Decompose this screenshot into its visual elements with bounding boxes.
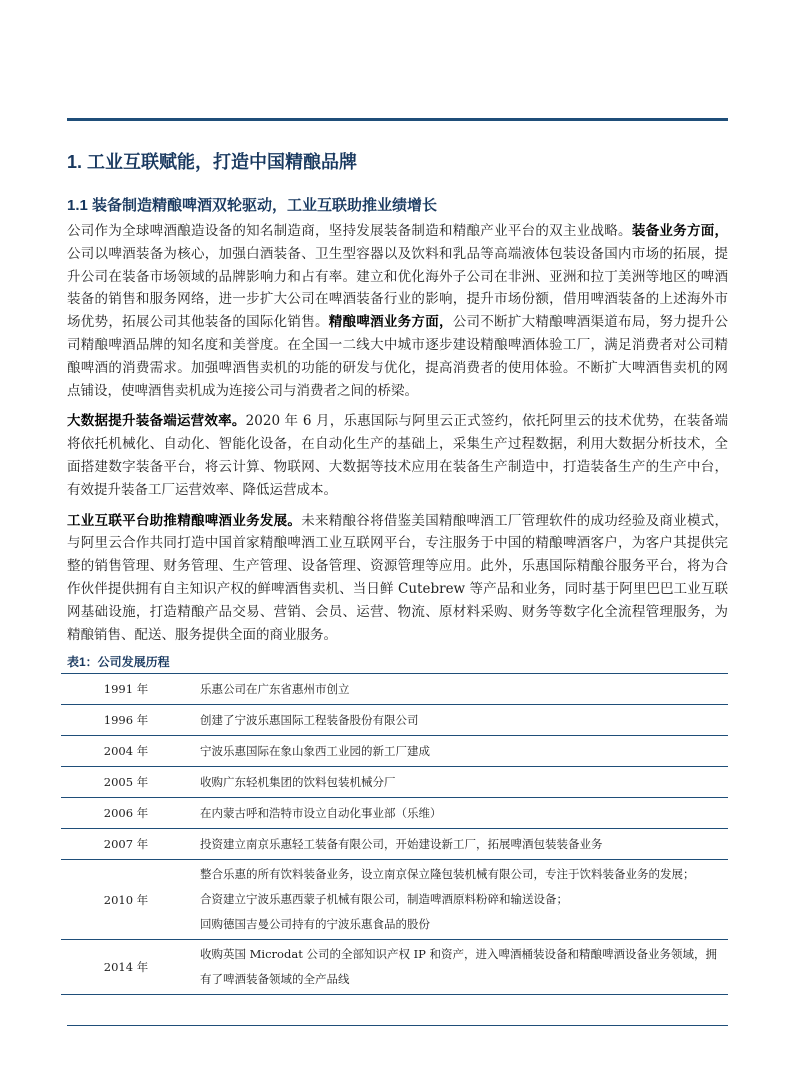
paragraph-bold-lead: 工业互联平台助推精酿啤酒业务发展。 (67, 512, 302, 529)
table-row (61, 860, 728, 940)
paragraph-business-strategy (67, 220, 728, 402)
year-cell: 2005 年 (103, 775, 149, 790)
paragraph-text: 未来精酿谷将借鉴美国精酿啤酒工厂管理软件的成功经验及商业模式，与阿里云合作共同打造中国首家精酿啤酒工业互联网平台，专注服务于中国的精酿啤酒客户，为客户其提供完整的销售管理、财务管理、生产管理、设备管理、资源管理等应用。此外，乐惠国际精酿谷服务平台，将为合作伙伴提供拥有自主知识产权的鲜啤酒售卖机、当日鲜 Cutebrew 等产品和业务，同时基于阿里巴巴工业互联网基础设施，打造精酿产品交易、营销、会员、运营、物流、原材料采购、财务等数字化全流程管理服务，为精酿销售、配送、服务提供全面的商业服务。 (67, 512, 729, 643)
table-row (61, 798, 728, 829)
event-cell (191, 768, 728, 797)
event-cell (191, 860, 728, 939)
event-line: 乐惠公司在广东省惠州市创立 (200, 681, 350, 696)
section-title: 1. 工业互联赋能，打造中国精酿品牌 (67, 152, 358, 172)
page-content (67, 150, 728, 995)
paragraph-big-data (67, 410, 728, 501)
event-line: 回购德国吉曼公司持有的宁波乐惠食品的股份 (200, 917, 430, 932)
event-line: 投资建立南京乐惠轻工装备有限公司，开始建设新工厂，拓展啤酒包装装备业务 (200, 836, 603, 851)
event-cell (191, 675, 728, 704)
year-cell: 2004 年 (103, 744, 149, 759)
year-cell: 2014 年 (103, 960, 149, 975)
table-row (61, 940, 728, 995)
paragraph-text: 2020 年 6 月，乐惠国际与阿里云正式签约，依托阿里云的技术优势，在装备端将依托机械化、自动化、智能化设备，在自动化生产的基础上，采集生产过程数据，利用大数据分析技术，全面搭建数字装备平台，将云计算、物联网、大数据等技术应用在装备生产制造中，打造装备生产的生产中台，有效提升装备工厂运营效率、降低运营成本。 (67, 413, 729, 498)
event-line: 合资建立宁波乐惠西蒙子机械有限公司，制造啤酒原料粉碎和输送设备； (200, 892, 568, 907)
paragraph-text: 公司以啤酒装备为核心，加强白酒装备、卫生型容器以及饮料和乳品等高端液体包装设备国内市场的拓展，提升公司在装备市场领域的品牌影响力和占有率。建立和优化海外子公司在非洲、亚洲和拉丁美洲等地区的啤酒装备的销售和服务网络，进一步扩大公司在啤酒装备行业的影响，提升市场份额，借用啤酒装备的上述海外市场优势，拓展公司其他装备的国际化销售。 (67, 245, 728, 331)
event-line: 整合乐惠的所有饮料装备业务，设立南京保立隆包装机械有限公司，专注于饮料装备业务的发展； (200, 867, 695, 882)
paragraph-bold-lead: 装备业务方面， (631, 223, 729, 239)
event-cell (191, 706, 728, 735)
paragraph-bold-lead: 大数据提升装备端运营效率。 (67, 413, 246, 430)
table-title: 表1：公司发展历程 (67, 655, 170, 670)
paragraph-text: 公司不断扩大精酿啤酒渠道布局，努力提升公司精酿啤酒品牌的知名度和美誉度。在全国一二线大中城市逐步建设精酿啤酒体验工厂，满足消费者对公司精酿啤酒的消费需求。加强啤酒售卖机的功能的研发与优化，提高消费者的使用体验。不断扩大啤酒售卖机的网点铺设，使啤酒售卖机成为连接公司与消费者之间的桥梁。 (67, 314, 729, 399)
year-cell: 2006 年 (103, 806, 149, 821)
event-cell (191, 830, 728, 859)
event-line: 宁波乐惠国际在象山象西工业园的新工厂建成 (200, 743, 430, 758)
event-cell (191, 940, 728, 994)
paragraph-industrial-internet (67, 510, 728, 647)
year-cell: 1991 年 (103, 682, 149, 697)
table-row (61, 767, 728, 798)
event-cell (191, 737, 728, 766)
event-cell (191, 799, 728, 828)
table-row (61, 674, 728, 705)
paragraph-text: 公司作为全球啤酒酿造设备的知名制造商，坚持发展装备制造和精酿产业平台的双主业战略。 (67, 223, 632, 239)
year-cell: 1996 年 (103, 713, 149, 728)
year-cell: 2010 年 (103, 892, 149, 907)
company-history-table (61, 673, 728, 995)
event-line: 创建了宁波乐惠国际工程装备股份有限公司 (200, 712, 419, 727)
event-line: 收购英国 Microdat 公司的全部知识产权 IP 和资产，进入啤酒桶装设备和精酿啤酒设备业务领域，拥有了啤酒装备领域的全产品线 (200, 947, 718, 987)
subsection-title: 1.1 装备制造精酿啤酒双轮驱动，工业互联助推业绩增长 (67, 197, 438, 214)
paragraph-bold-lead: 精酿啤酒业务方面， (328, 314, 453, 331)
event-line: 收购广东轻机集团的饮料包装机械分厂 (200, 774, 396, 789)
table-row (61, 829, 728, 860)
event-line: 在内蒙古呼和浩特市设立自动化事业部（乐维） (200, 805, 442, 820)
table-row (61, 705, 728, 736)
table-row (61, 736, 728, 767)
year-cell: 2007 年 (103, 837, 149, 852)
footer-rule (67, 1025, 728, 1026)
header-rule (67, 118, 728, 121)
